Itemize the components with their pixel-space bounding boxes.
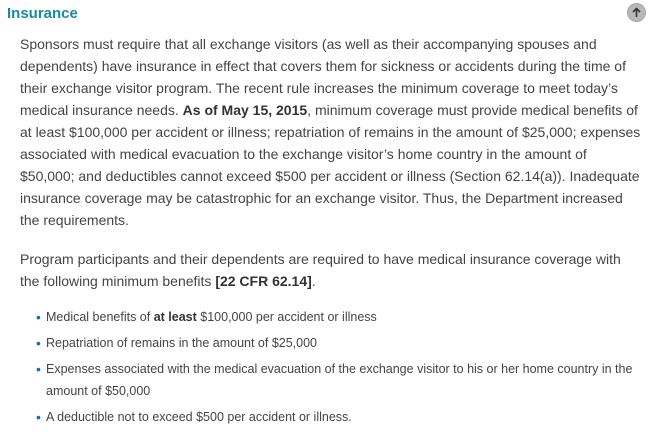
list-item <box>46 406 642 428</box>
arrow-up-icon <box>631 7 642 18</box>
benefits-list <box>20 306 642 428</box>
benefit-text: Expenses associated with the medical evacuation of the exchange visitor to his or her home country in the amount of $50,000 <box>46 362 633 398</box>
intro-text-b: , minimum coverage must provide medical benefits of at least $100,000 per accident or illness; repatriation of remains in the amount of $25,000; expenses associated with medical evacuation to the exchange visitor’s home country in the amount of $50,000; and deductibles cannot exceed $500 per accident or illness (Section 62.14(a)). Inadequate insurance coverage may be catastrophic for an exchange visitor. Thus, the Department increased the requirements. <box>20 102 641 228</box>
list-item <box>46 332 642 354</box>
benefit-text: Repatriation of remains in the amount of $25,000 <box>46 336 318 350</box>
list-item <box>46 306 642 328</box>
requirements-paragraph <box>20 248 642 292</box>
list-item <box>46 358 642 402</box>
effective-date: As of May 15, 2015 <box>182 102 308 118</box>
benefit-text: Medical benefits of <box>46 310 154 324</box>
requirements-text-a: Program participants and their dependents are required to have medical insurance coverage with the following minimum benefits <box>20 251 621 289</box>
section-title: Insurance <box>7 5 78 22</box>
section-header <box>0 0 662 28</box>
benefit-text-suffix: $100,000 per accident or illness <box>196 310 377 324</box>
section-content <box>20 33 642 432</box>
benefit-text: A deductible not to exceed $500 per accident or illness. <box>46 410 352 424</box>
back-to-top-button[interactable] <box>627 3 646 22</box>
benefit-emphasis: at least <box>153 310 197 324</box>
intro-text-a: Sponsors must require that all exchange visitors (as well as their accompanying spouses and dependents) have insurance in effect that covers them for sickness or accidents during the time of their exchange visitor program. The recent rule increases the minimum coverage to meet today’s medical insurance needs. <box>20 36 626 118</box>
cfr-citation: [22 CFR 62.14] <box>215 273 312 289</box>
insurance-intro-paragraph <box>20 33 642 231</box>
requirements-text-b: . <box>311 273 316 289</box>
